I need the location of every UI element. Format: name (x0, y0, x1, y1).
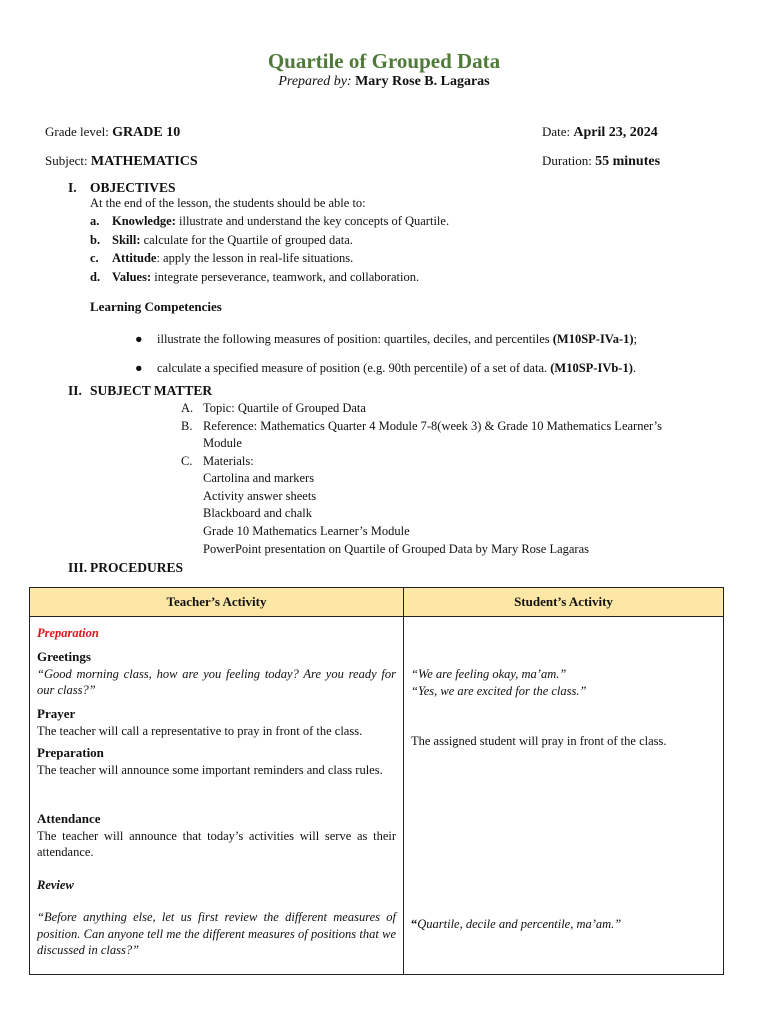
objective-letter: a. (90, 214, 100, 228)
review-answer-text: Quartile, decile and percentile, ma’am.” (417, 917, 622, 931)
greetings-title: Greetings (37, 649, 91, 664)
competency-item (135, 361, 636, 376)
objectives-title: OBJECTIVES (90, 180, 176, 195)
student-prayer-text: The assigned student will pray in front of the class. (411, 734, 667, 748)
preparation-label: Preparation (37, 626, 99, 640)
competency-end: . (632, 361, 637, 375)
procedures-num: III. (68, 560, 88, 575)
duration (542, 153, 660, 170)
student-activity-header: Student’s Activity (404, 588, 724, 617)
competency-text: calculate a specified measure of position (e.g. 90th percentile) of a set of data. (157, 361, 551, 375)
material-item: Activity answer sheets (203, 489, 317, 503)
objective-letter: c. (90, 251, 99, 265)
objective-skill (90, 233, 353, 248)
attendance-text: The teacher will announce that today’s activities will serve as their attendance. (37, 828, 396, 859)
objective-letter: d. (90, 270, 101, 284)
grade-value: GRADE 10 (112, 125, 181, 140)
table-header-row (30, 588, 724, 617)
material-item: Blackboard and chalk (203, 506, 312, 520)
review-open-quote: “ (411, 917, 418, 931)
materials-line (181, 454, 254, 469)
objectives-intro: At the end of the lesson, the students should be able to: (90, 196, 366, 210)
materials-letter: C. (181, 454, 193, 468)
author-name: Mary Rose B. Lagaras (355, 74, 490, 89)
material-item: PowerPoint presentation on Quartile of Grouped Data by Mary Rose Lagaras (203, 542, 590, 556)
prepared-by (0, 74, 768, 90)
objective-values (90, 270, 419, 285)
objective-text: calculate for the Quartile of grouped data. (140, 233, 353, 247)
material-item: Grade 10 Mathematics Learner’s Module (203, 524, 410, 538)
objective-knowledge (90, 214, 449, 229)
student-greet-line-2: “Yes, we are excited for the class.” (411, 684, 587, 698)
competency-end: ; (633, 332, 637, 346)
subject-matter-num: II. (68, 383, 82, 398)
bullet-icon: ● (135, 332, 143, 346)
review-label: Review (37, 878, 74, 892)
competencies-heading: Learning Competencies (90, 299, 222, 314)
objective-attitude (90, 251, 353, 266)
attendance-title: Attendance (37, 811, 101, 826)
objective-text: : apply the lesson in real-life situations. (156, 251, 354, 265)
subject-label: Subject: (45, 153, 88, 168)
reference-line (181, 419, 662, 434)
topic-letter: A. (181, 401, 194, 415)
subject-value: MATHEMATICS (90, 154, 198, 169)
material-item: Cartolina and markers (203, 471, 315, 485)
reference-continued: Module (203, 436, 242, 450)
grade-label: Grade level: (45, 124, 109, 139)
objectives-num: I. (68, 180, 77, 195)
prayer-title: Prayer (37, 706, 76, 721)
procedures-title: PROCEDURES (90, 560, 184, 575)
prayer-text: The teacher will call a representative to pray in front of the class. (37, 723, 363, 738)
subject (45, 153, 198, 170)
table-row (30, 617, 724, 975)
duration-label: Duration: (542, 153, 592, 168)
objective-key: Values: (112, 270, 152, 284)
prepared-by-label: Prepared by: (278, 74, 352, 89)
student-review-answer (411, 916, 716, 933)
objective-text: integrate perseverance, teamwork, and collaboration. (151, 270, 420, 284)
competency-code: (M10SP-IVb-1) (550, 361, 633, 375)
objective-key: Knowledge: (112, 214, 176, 228)
procedures-heading (68, 560, 183, 576)
objective-letter: b. (90, 233, 101, 247)
subject-matter-heading (68, 383, 212, 399)
objectives-heading (68, 180, 176, 196)
procedures-table (29, 587, 724, 975)
teacher-activity-cell (30, 617, 404, 975)
objective-key: Attitude (112, 251, 157, 265)
greetings-text: “Good morning class, how are you feeling today? Are you ready for our class?” (37, 666, 396, 697)
grade-level (45, 124, 180, 141)
teacher-activity-header: Teacher’s Activity (30, 588, 404, 617)
competency-text: illustrate the following measures of position: quartiles, deciles, and percentiles (157, 332, 553, 346)
document-title: Quartile of Grouped Data (267, 49, 501, 73)
topic-text: Topic: Quartile of Grouped Data (203, 401, 366, 415)
prep-text: The teacher will announce some important reminders and class rules. (37, 762, 383, 777)
reference-letter: B. (181, 419, 193, 433)
date-value: April 23, 2024 (573, 125, 658, 140)
duration-value: 55 minutes (595, 154, 661, 169)
objective-key: Skill: (112, 233, 141, 247)
competency-code: (M10SP-IVa-1) (552, 332, 634, 346)
prep-title: Preparation (37, 745, 104, 760)
reference-text: Reference: Mathematics Quarter 4 Module 7-8(week 3) & Grade 10 Mathematics Learner’s (203, 419, 662, 433)
date (542, 124, 658, 141)
bullet-icon: ● (135, 361, 143, 375)
objective-text: illustrate and understand the key concepts of Quartile. (175, 214, 450, 228)
review-text: “Before anything else, let us first review the different measures of position. Can anyone tell me the different measures of positions that we discussed in class?” (37, 910, 396, 957)
competency-item (135, 332, 637, 347)
date-label: Date: (542, 124, 571, 139)
materials-label: Materials: (203, 454, 254, 468)
topic-line (181, 401, 366, 416)
subject-matter-title: SUBJECT MATTER (90, 383, 213, 398)
student-greet-line-1: “We are feeling okay, ma’am.” (411, 667, 567, 681)
student-activity-cell (404, 617, 724, 975)
